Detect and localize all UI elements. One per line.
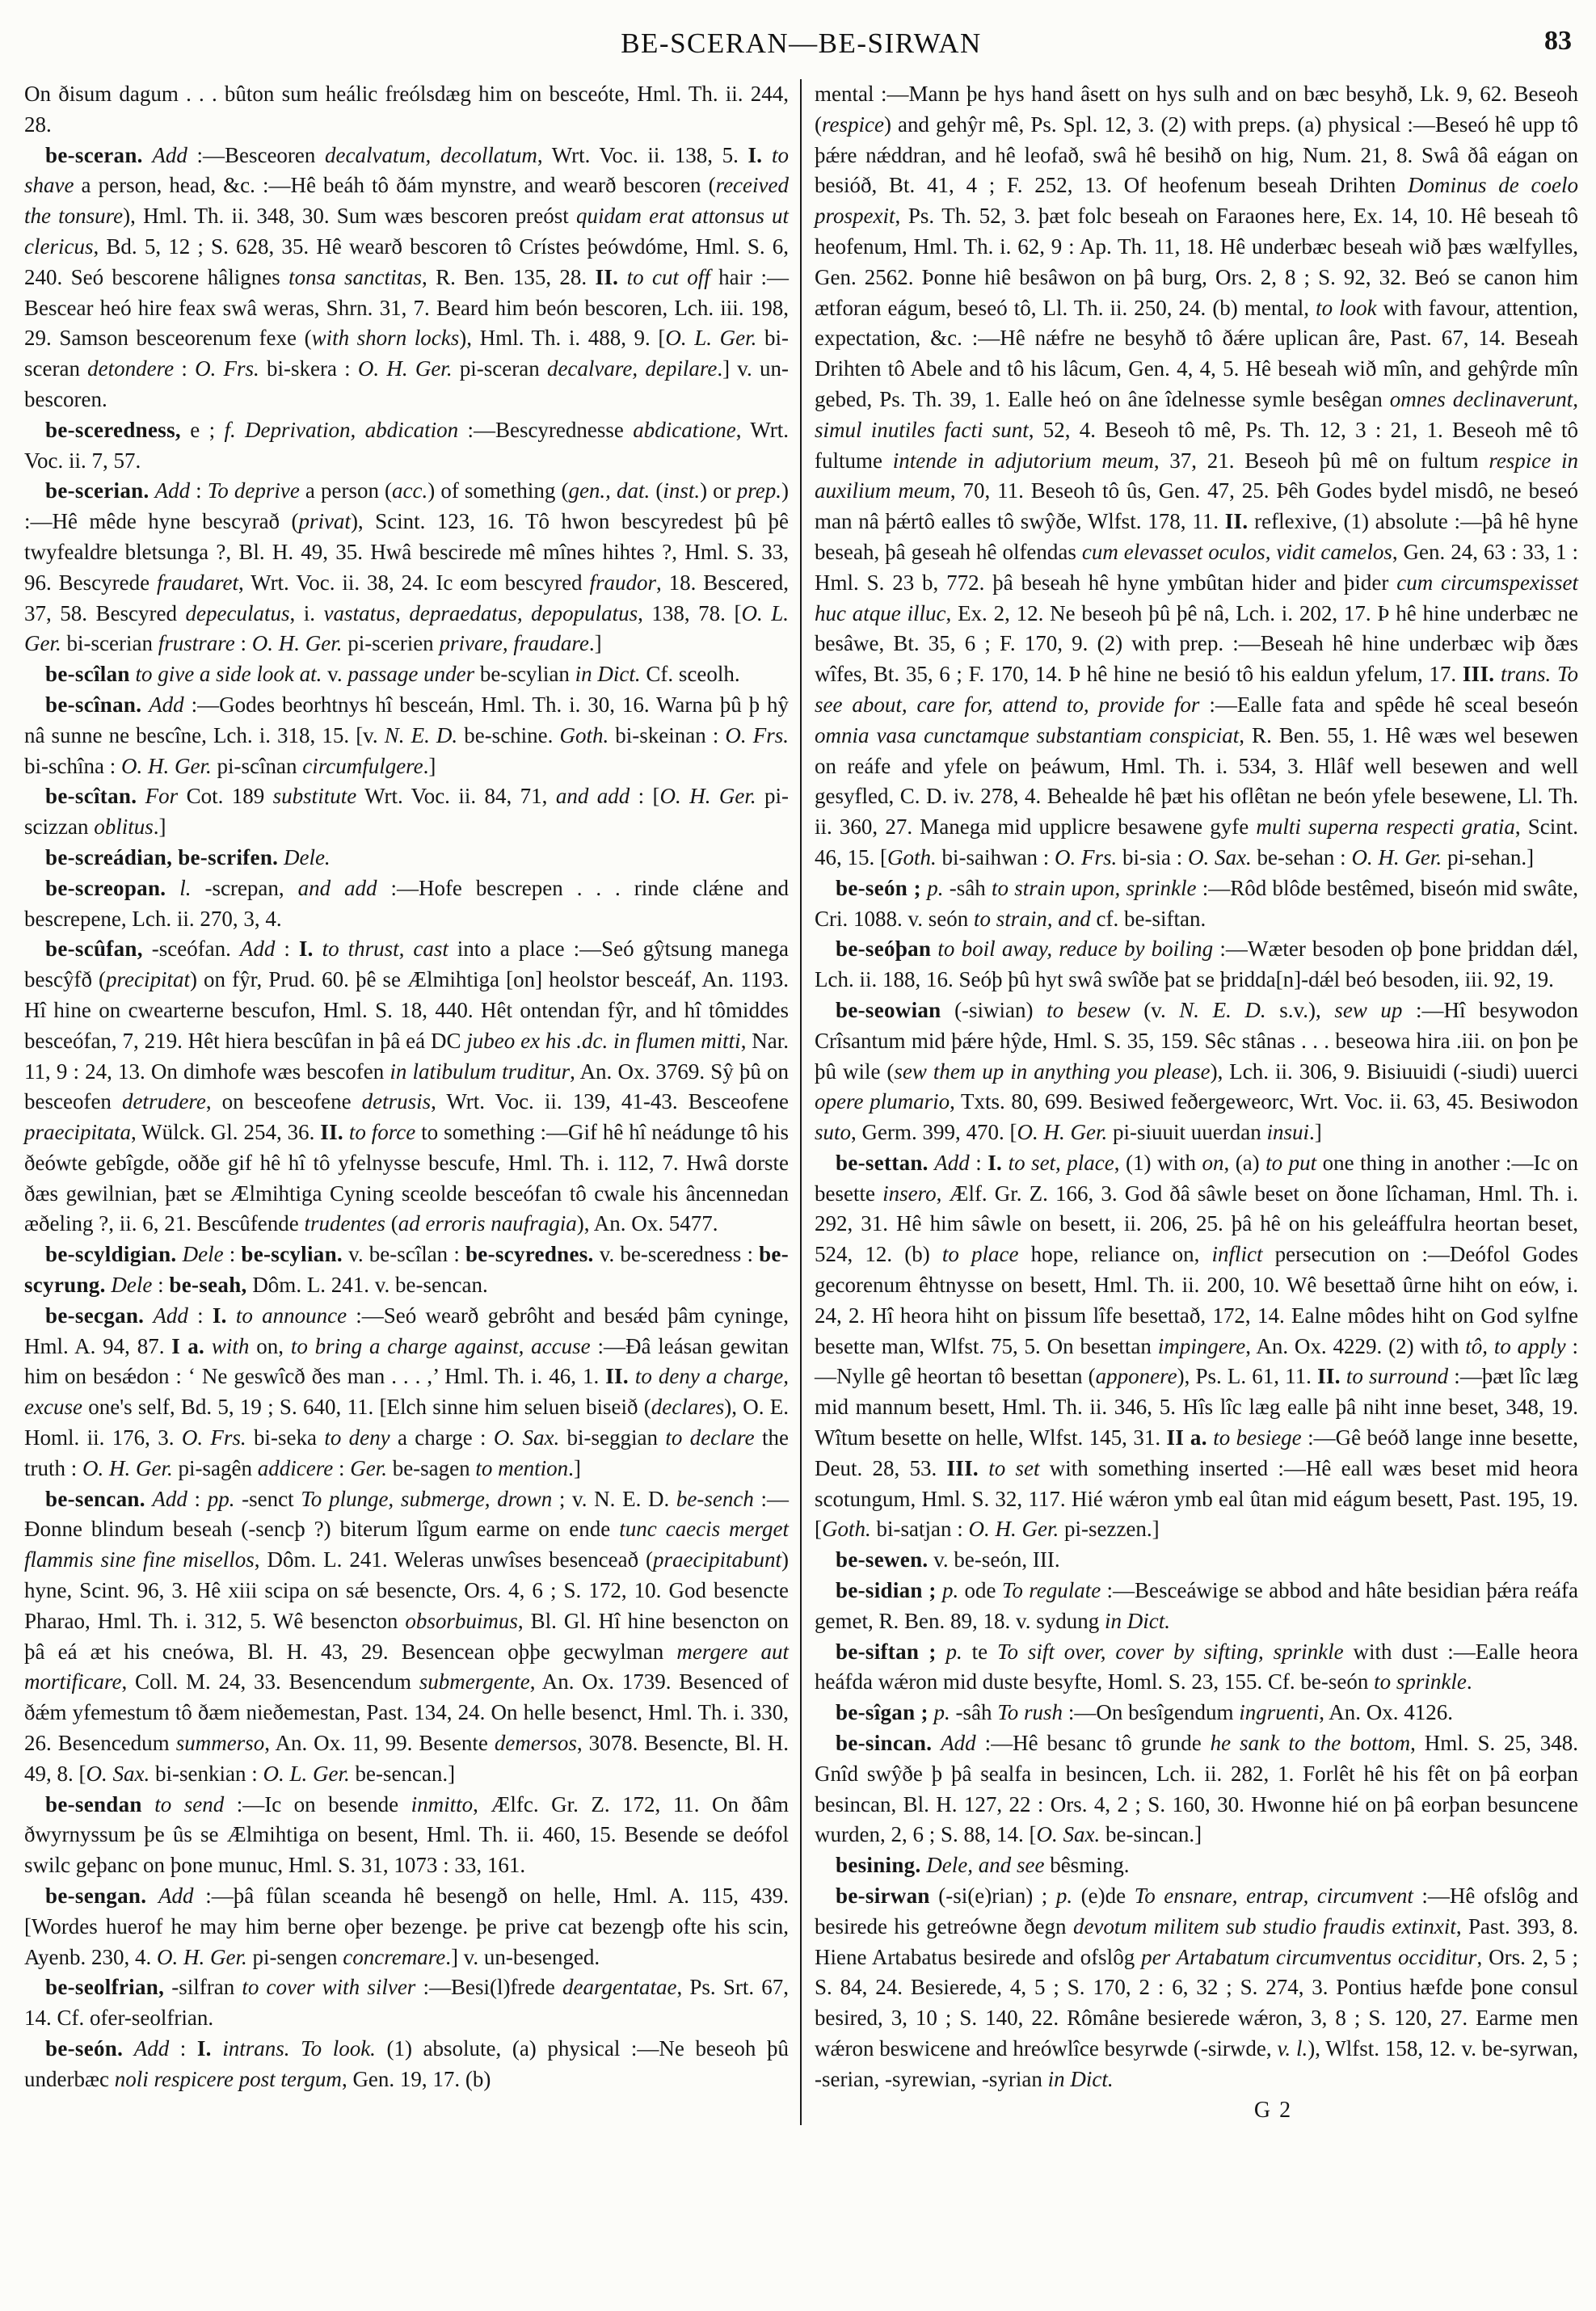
- dictionary-entry: be-seóþan to boil away, reduce by boiling :—Wæter besoden oþ þone þriddan dǽl, Lch. ii. 188, 16. Seóþ þû hyt swâ swîðe þat se þridda[n]-dǽl beó besoden, iii. 92, 19.: [815, 937, 1579, 992]
- dictionary-entry: be-screopan. l. -screpan, and add :—Hofe bescrepen . . . rinde clǽne and bescrepene, Lch. ii. 270, 3, 4.: [24, 875, 789, 931]
- dictionary-entry: be-sceredness, e ; f. Deprivation, abdication :—Bescyrednesse abdicatione, Wrt. Voc. ii. 7, 57.: [24, 417, 789, 473]
- dictionary-entry: be-settan. Add : I. to set, place, (1) with on, (a) to put one thing in another :—Ic on besette insero, Ælf. Gr. Z. 166, 3. God ðâ sâwle beset on ðone lîchaman, Hml. Th. i. 292, 31. Hê him sâwle on besett, ii. 206, 25. þâ hê on his geleáffulra heortan beset, 524, 12. (b) to place hope, reliance on, inflict persecution on :—Deófol Godes gecorenum êhtnysse on besett, Hml. Th. ii. 200, 10. Wê besettað ûrne hiht on eów, i. 24, 2. Hî heora hiht on þissum lîfe besettað, 172, 14. Ealne môdes hiht on God sylfne besette man, Wlfst. 75, 5. On besettan impingere, An. Ox. 4229. (2) with tô, to apply :—Nylle gê heortan tô besettan (apponere), Ps. L. 61, 11. II. to surround :—þæt lîc læg mid mannum besett, Hml. Th. ii. 346, 5. Hîs lîc læg ealle þâ niht inne beset, 348, 19. Wîtum besette on helle, Wlfst. 145, 31. II a. to besiege :—Gê beóð lange inne besette, Deut. 28, 53. III. to set with something inserted :—Hê eall wæs beset mid heora scotungum, Hml. S. 32, 117. Hié wǽron ymb eal ûtan mid eágum besett, Past. 195, 19. [Goth. bi-satjan : O. H. Ger. pi-sezzen.]: [815, 1150, 1579, 1542]
- printers-signature: G 2: [1253, 2097, 1293, 2123]
- column-right: [802, 79, 1578, 2125]
- dictionary-entry: be-sewen. v. be-seón, III.: [836, 1547, 1060, 1572]
- dictionary-entry: be-scerian. Add : To deprive a person (acc.) of something (gen., dat. (inst.) or prep.) :—Hê mêde hyne bescyrað (privat), Scint. 123, 16. Tô hwon bescyredest þû þê twyfealdre bletsunga ?, Bl. H. 49, 35. Hwâ bescirede mê mînes hihtes ?, Hml. S. 33, 96. Bescyrede fraudaret, Wrt. Voc. ii. 38, 24. Ic eom bescyred fraudor, 18. Bescered, 37, 58. Bescyred depeculatus, i. vastatus, depraedatus, depopulatus, 138, 78. [O. L. Ger. bi-scerian frustrare : O. H. Ger. pi-scerien privare, fraudare.]: [24, 478, 789, 656]
- dictionary-entry: be-scîlan to give a side look at. v. passage under be-scylian in Dict. Cf. sceolh.: [45, 662, 740, 687]
- dictionary-entry: be-scûfan, -sceófan. Add : I. to thrust, cast into a place :—Seó gŷtsung manega bescŷfð (precipitat) on fŷr, Prud. 60. þê se Ælmihtiga [on] heolstor besceáf, An. 1193. Hî hine on cwearterne bescufon, Hml. S. 18, 440. Hêt ontendan fŷr, and hî tômiddes besceófan, 7, 219. Hêt hiera bescûfan in þâ eá DC jubeo ex his .dc. in flumen mitti, Nar. 11, 9 : 24, 13. On dimhofe wæs bescofen in latibulum truditur, An. Ox. 3769. Sŷ þû on besceofen detrudere, on besceofene detrusis, Wrt. Voc. ii. 139, 41-43. Besceofene praecipitata, Wülck. Gl. 254, 36. II. to force to something :—Gif hê hî neádunge tô his ðeówte gebîgde, oððe gif hê hî tô yfelnysse bescufe, Hml. Th. i. 112, 7. Hwâ dorste ðæs gewilnian, þæt se Ælmihtiga Cyning sceolde besceófan tô cwale his âncennedan æðeling ?, ii. 6, 21. Bescûfende trudentes (ad erroris naufragia), An. Ox. 5477.: [24, 937, 790, 1236]
- dictionary-entry: be-scînan. Add :—Godes beorhtnys hî besceán, Hml. Th. i. 30, 16. Warna þû þ hŷ nâ sunne ne bescîne, Lch. i. 318, 15. [v. N. E. D. be-schine. Goth. bi-skeinan : O. Frs. bi-schîna : O. H. Ger. pi-scînan circumfulgere.]: [24, 692, 790, 778]
- dictionary-entry: be-sencan. Add : pp. -senct To plunge, submerge, drown ; v. N. E. D. be-sench :—Ðonne blindum beseah (-sencþ ?) biterum lîgum earme on ende tunc caecis merget flammis sine fine misellos, Dôm. L. 241. Weleras unwîses besenceað (praecipitabunt) hyne, Scint. 96, 3. Hê xiii scipa on sǽ besencte, Ors. 4, 6 ; S. 172, 10. God besencte Pharao, Hml. Th. i. 312, 5. Wê besencton obsorbuimus, Bl. Gl. Hî hine besencton on þâ eá æt his cneówa, Bl. H. 43, 29. Besencean oþþe gecwylman mergere aut mortificare, Coll. M. 24, 33. Besencendum submergente, An. Ox. 1739. Besenced of ðǽm yfemestum tô ðæm nieðemestan, Past. 134, 24. On helle besenct, Hml. Th. i. 330, 26. Besencedum summerso, An. Ox. 11, 99. Besente demersos, 3078. Besencte, Bl. H. 49, 8. [O. Sax. bi-senkian : O. L. Ger. be-sencan.]: [24, 1486, 790, 1786]
- dictionary-entry: be-sidian ; p. ode To regulate :—Besceáwige se abbod and hâte besidian þǽra reáfa gemet, R. Ben. 89, 18. v. sydung in Dict.: [815, 1578, 1579, 1633]
- dictionary-entry: be-sengan. Add :—þâ fûlan sceanda hê besengð on helle, Hml. A. 115, 439. [Wordes huerof he may him berne oþer bezenge. þe prive cat bezengþ ofte his scin, Ayenb. 230, 4. O. H. Ger. pi-sengen concremare.] v. un-besenged.: [24, 1884, 790, 1969]
- dictionary-entry: be-sceran. Add :—Besceoren decalvatum, decollatum, Wrt. Voc. ii. 138, 5. I. to shave a person, head, &c. :—Hê beáh tô ðám mynstre, and wearð bescoren (received the tonsure), Hml. Th. ii. 348, 30. Sum wæs bescoren preóst quidam erat attonsus ut clericus, Bd. 5, 12 ; S. 628, 35. Hê wearð bescoren tô Crístes þeówdóme, Hml. S. 6, 240. Seó bescorene hâlignes tonsa sanctitas, R. Ben. 135, 28. II. to cut off hair :—Bescear heó hire feax swâ weras, Shrn. 31, 7. Beard him beón bescoren, Lch. iii. 198, 29. Samson besceorenum fexe (with shorn locks), Hml. Th. i. 488, 9. [O. L. Ger. bi-sceran detondere : O. Frs. bi-skera : O. H. Ger. pi-sceran decalvare, depilare.] v. un-bescoren.: [24, 142, 790, 411]
- dictionary-entry: be-siftan ; p. te To sift over, cover by sifting, sprinkle with dust :—Ealle heora heáfda wǽron mid duste besyfte, Homl. S. 23, 155. Cf. be-seón to sprinkle.: [815, 1639, 1578, 1694]
- dictionary-entry: be-seón. Add : I. intrans. To look. (1) absolute, (a) physical :—Ne beseoh þû underbæc noli respicere post tergum, Gen. 19, 17. (b): [24, 2036, 789, 2091]
- column-left: [24, 79, 800, 2125]
- column-left-entries: [24, 79, 789, 2095]
- text-block: [24, 79, 1578, 2125]
- page-header: [24, 27, 1578, 79]
- dictionary-entry: be-sirwan (-si(e)rian) ; p. (e)de To ensnare, entrap, circumvent :—Hê ofslôg and besirede his getreówne ðegn devotum militem sub studio fraudis extinxit, Past. 393, 8. Hiene Artabatus besirede and ofslôg per Artabatum circumventus occiditur, Ors. 2, 5 ; S. 84, 24. Besierede, 4, 5 ; S. 170, 2 : 6, 32 ; S. 274, 3. Pontius hæfde þone consul besired, 3, 10 ; S. 140, 22. Rômâne besierede wǽron, 3, 8 ; S. 120, 27. Earme men wǽron beswicene and hreówlîce besyrwde (-sirwde, v. l.), Wlfst. 158, 12. v. be-syrwan, -serian, -syrewian, -syrian in Dict.: [815, 1884, 1579, 2091]
- dictionary-entry: be-seolfrian, -silfran to cover with silver :—Besi(l)frede deargentatae, Ps. Srt. 67, 14. Cf. ofer-seolfrian.: [24, 1975, 789, 2031]
- dictionary-entry: be-sincan. Add :—Hê besanc tô grunde he sank to the bottom, Hml. S. 25, 348. Gnîd swŷðe þ þâ sealfa in besincen, Lch. ii. 282, 1. Forlêt hê his fêt on þâ eorþan besincan, Bl. H. 127, 22 : Ors. 4, 2 ; S. 160, 30. Hwonne hié on þâ eorþan besuncene wurden, 2, 6 ; S. 88, 14. [O. Sax. be-sincan.]: [815, 1731, 1579, 1847]
- running-title: BE-SCERAN—BE-SIRWAN: [621, 27, 982, 59]
- continuation-paragraph: mental :—Mann þe hys hand âsett on hys sulh and on bæc besyhð, Lk. 9, 62. Beseoh (respice) and gehŷr mê, Ps. Spl. 12, 3. (2) with preps. (a) physical :—Beseó hê upp tô þǽre nǽddran, and hê leofað, swâ hê besihð on hig, Num. 21, 8. Swâ ðâ eágan on besióð, Bt. 41, 4 ; F. 252, 13. Of heofenum beseah Drihten Dominus de coelo prospexit, Ps. Th. 52, 3. þæt folc beseah on Faraones here, Ex. 14, 10. Hê beseah tô heofenum, Hml. Th. i. 62, 9 : Ap. Th. 11, 18. Hê underbæc beseah wið þæs wælfylles, Gen. 2562. Þonne hiê besâwon on þâ burg, Ors. 2, 8 ; S. 92, 32. Beó se canon him ætforan eágum, beseó tô, Ll. Th. ii. 250, 24. (b) mental, to look with favour, attention, expectation, &c. :—Hê nǽfre ne besyhð tô ðǽre uplican âre, Past. 67, 14. Beseah Drihten tô Abele and tô his lâcum, Gen. 4, 4, 5. Hê beseah wið mîn, and gehŷrde mîn gebed, Ps. Th. 39, 1. Ealle heó on âne îdelnesse symle besêgan omnes declinaverunt, simul inutiles facti sunt, 52, 4. Beseoh tô mê, Ps. Th. 12, 3 : 21, 1. Beseoh mê tô fultume intende in adjutorium meum, 37, 21. Beseoh þû mê on fultum respice in auxilium meum, 70, 11. Beseoh tô ûs, Gen. 47, 25. Þêh Godes bydel misdô, ne beseó man nâ þǽrtô ealles tô swŷðe, Wlfst. 178, 11. II. reflexive, (1) absolute :—þâ hê hyne beseah, þâ geseah hê olfendas cum elevasset oculos, vidit camelos, Gen. 24, 63 : 33, 1 : Hml. S. 23 b, 772. þâ beseah hê hyne ymbûtan hider and þider cum circumspexisset huc atque illuc, Ex. 2, 12. Ne beseoh þû þê nâ, Lch. i. 202, 17. Þ hê hine underbæc ne besâwe, Bt. 35, 6 ; F. 170, 9. (2) with prep. :—Beseah hê hine underbæc wiþ ðæs wîfes, Bt. 35, 6 ; F. 170, 14. Þ hê hine ne besió tô his ealdun yfelum, 17. III. trans. To see about, care for, attend to, provide for :—Ealle fata and spêde hê sceal beseón omnia vasa cunctamque substantiam conspiciat, R. Ben. 55, 1. Hê wæs wel besewen on reáfe and yfele on þeáwum, Hml. Th. i. 534, 3. Hlâf well besewen and well gesyfled, C. D. iv. 278, 4. Behealde hê þæt his oflêtan ne beón yfele besewene, Ll. Th. ii. 360, 27. Manega mid upplicre besawene gyfe multi superna respecti gratia, Scint. 46, 15. [Goth. bi-saihwan : O. Frs. bi-sia : O. Sax. be-sehan : O. H. Ger. pi-sehan.]: [815, 82, 1579, 869]
- page-number: 83: [1544, 26, 1572, 56]
- dictionary-entry: be-seowian (-siwian) to besew (v. N. E. D. s.v.), sew up :—Hî besywodon Crîsantum mid þǽre hŷde, Hml. S. 35, 159. Sêc stânas . . . beseowa hira .iii. on þon þe þû wile (sew them up in anything you please), Lch. ii. 306, 9. Bisiuuidi (-siudi) uuerci opere plumario, Txts. 80, 699. Besiwed feðergeweorc, Wrt. Voc. ii. 63, 45. Besiwodon suto, Germ. 399, 470. [O. H. Ger. pi-siuuit uuerdan insui.]: [815, 997, 1579, 1145]
- dictionary-entry: be-sendan to send :—Ic on besende inmitto, Ælfc. Gr. Z. 172, 11. On ðâm ðwyrnyssum þe ûs se Ælmihtiga on besent, Hml. Th. ii. 460, 15. Besende se deófol swilc geþanc on þone munuc, Hml. S. 31, 1073 : 33, 161.: [24, 1791, 789, 1878]
- dictionary-entry: be-screádian, be-scrifen. Dele.: [45, 844, 331, 869]
- column-right-entries: [815, 79, 1578, 2095]
- dictionary-entry: be-scîtan. For Cot. 189 substitute Wrt. Voc. ii. 84, 71, and add : [O. H. Ger. pi-scizzan oblitus.]: [24, 784, 790, 840]
- continuation-paragraph: On ðisum dagum . . . bûton sum heálic freólsdæg him on besceóte, Hml. Th. ii. 244, 28.: [24, 82, 789, 137]
- dictionary-entry: be-seón ; p. -sâh to strain upon, sprinkle :—Rôd blôde bestêmed, biseón mid swâte, Cri. 1088. v. seón to strain, and cf. be-siftan.: [815, 875, 1578, 931]
- dictionary-entry: be-scyldigian. Dele : be-scylian. v. be-scîlan : be-scyrednes. v. be-sceredness : be-scyrung. Dele : be-seah, Dôm. L. 241. v. be-sencan.: [24, 1242, 789, 1298]
- dictionary-entry: be-sîgan ; p. -sâh To rush :—On besîgendum ingruenti, An. Ox. 4126.: [836, 1700, 1454, 1725]
- dictionary-entry: besining. Dele, and see bêsming.: [836, 1853, 1130, 1878]
- dictionary-entry: be-secgan. Add : I. to announce :—Seó wearð gebrôht and besǽd þâm cyninge, Hml. A. 94, 87. I a. with on, to bring a charge against, accuse :—Ðâ leásan gewitan him on besǽdon : ‘ Ne geswîcð ðes man . . . ,’ Hml. Th. i. 46, 1. II. to deny a charge, excuse one's self, Bd. 5, 19 ; S. 640, 11. [Elch sinne him seluen biseið (declares), O. E. Homl. ii. 176, 3. O. Frs. bi-seka to deny a charge : O. Sax. bi-seggian to declare the truth : O. H. Ger. pi-sagên addicere : Ger. be-sagen to mention.]: [24, 1303, 790, 1480]
